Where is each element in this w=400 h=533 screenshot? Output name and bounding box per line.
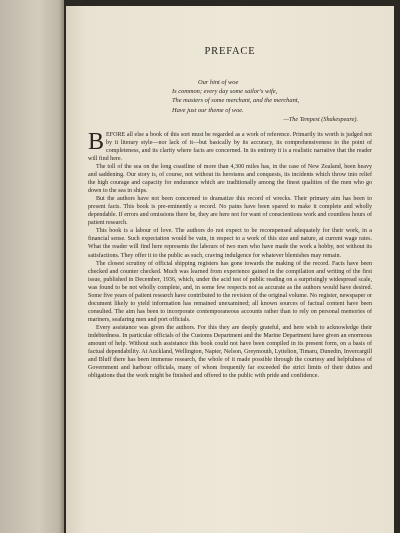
preface-body	[88, 128, 372, 380]
epigraph-line: Our hint of woe	[198, 79, 239, 86]
epigraph-line: Have just our theme of woe.	[172, 106, 244, 114]
epigraph-line: Is common; every day some sailor's wife,	[172, 88, 278, 96]
epigraph-attribution: —The Tempest (Shakespeare).	[283, 115, 358, 123]
book-page	[66, 6, 394, 533]
page-title: PREFACE	[204, 46, 256, 57]
paragraph: But the authors have not been concerned to dramatize this record of wrecks. Their primary aim has been to present facts. This book is pre-eminently a record. No pains have been spared to make it complete and wholly dependable. If errors and omissions there be, they are here not for want of conscientious work and countless hours of patient research.	[88, 196, 372, 227]
paragraph-text: EFORE all else a book of this sort must be regarded as a work of reference. Primarily its worth is judged not by it literary style—nor lack of it—but basically by its accuracy, its comprehensiveness to the point of completeness, and its clarity where facts are concerned. In its entirety it is a realistic narrative that the reader will find here.	[88, 131, 372, 162]
epigraph-line: The masters of some merchant, and the merchant,	[172, 97, 300, 105]
paragraph: The closest scrutiny of official shipping registers has gone towards the making of the record. Facts have been checked and counter checked. Much was learned from experience gained in the compilation and writing of the first issue, published in December, 1936, which, under the acid test of public reading on a surprisingly widespread scale, was found to be not wholly complete, and, in some few respects not as accurate as the authors would have desired. Some five years of patient research have contributed to the revision of the original volume. No register, newspaper or document likely to yield information has remained unexamined; all known sources of factual content have been consulted. The aim has been to incorporate contemporaneous accounts rather than to rely on personal memories of mariners, seafaring men and port officials.	[88, 260, 372, 323]
facing-page-edge	[0, 0, 64, 533]
paragraph	[88, 128, 372, 163]
paragraph: The toll of the sea on the long coastline of more than 4,300 miles has, in the case of New Zealand, been heavy and saddening. Our story is, of course, not without its heroisms and conquests, its incidents which throw into relief the high courage and capacity for endurance which are traditionally among the finest qualities of the men who go down to the sea in ships.	[88, 164, 372, 195]
epigraph	[172, 78, 372, 115]
paragraph: Every assistance was given the authors. For this they are deeply grateful, and here wish to acknowledge their indebtedness. In particular officials of the Customs Department and the Marine Department have given an enormous amount of help. Without such assistance this book could not have been compiled in its present form, on a basis of factual dependability. At Auckland, Wellington, Napier, Nelson, Greymouth, Lyttelton, Timaru, Dunedin, Invercargill and Bluff there has been immense research, the whole of it made possible through the courtesy and helpfulness of Government and harbour officials, many of whom frequently far exceeded the strict limits of their duties and obligations that the work might be finished and offered to the public with pride and confidence.	[88, 324, 372, 380]
paragraph: This book is a labour of love. The authors do not expect to be recompensed adequately for their work, in a financial sense. Such expectation would be vain, in respect to a work of this size and nature, at current wage rates. What the reader will find here represents the labours of two men who have made the work a hobby, not without its satisfactions. They offer it to the public as such, craving indulgence for whatever blemishes may remain.	[88, 228, 372, 259]
drop-cap: B	[88, 128, 105, 155]
